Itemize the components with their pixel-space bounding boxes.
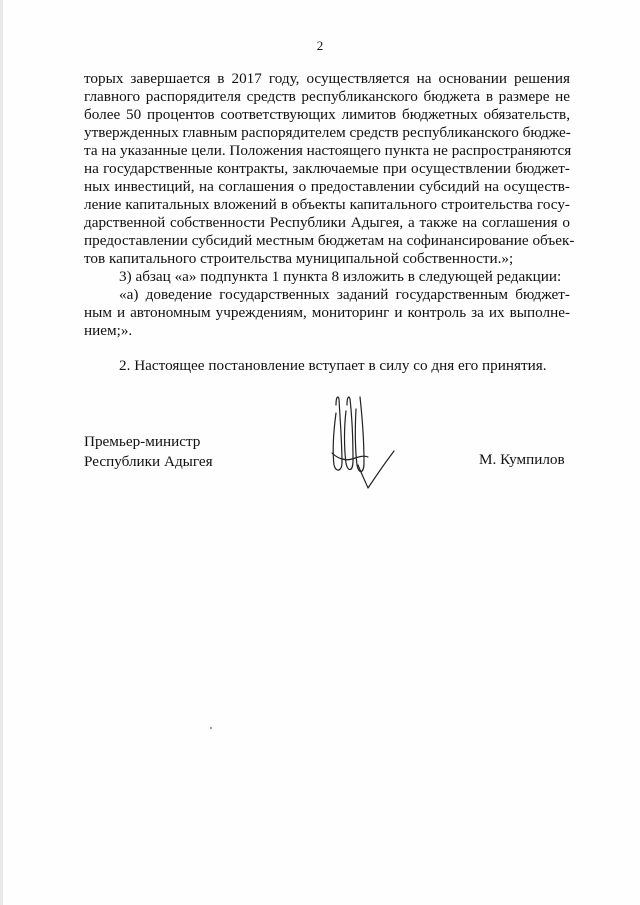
body-line: ным и автономным учреждениям, мониторинг и контроль за их выполне- [84, 304, 570, 321]
body-line: ных инвестиций, на соглашения о предоставлении субсидий на осуществ- [84, 178, 570, 195]
signer-position [84, 432, 213, 472]
body-line: нием;». [84, 322, 133, 339]
body-line: та на указанные цели. Положения настоящего пункта не распространяются [84, 142, 572, 159]
handwritten-signature [322, 393, 412, 493]
signer-position-line: Республики Адыгея [84, 453, 213, 470]
body-line: «а) доведение государственных заданий государственным бюджет- [119, 286, 570, 303]
body-line: дарственной собственности Республики Адыгея, а также на соглашения о [84, 214, 570, 231]
body-line: утвержденных главным распорядителем средств республиканского бюдже- [84, 124, 571, 141]
body-line: 2. Настоящее постановление вступает в силу со дня его принятия. [119, 357, 547, 374]
body-line: 3) абзац «а» подпункта 1 пункта 8 изложить в следующей редакции: [119, 268, 562, 285]
body-line: предоставлении субсидий местным бюджетам на софинансирование объек- [84, 232, 575, 249]
body-line: на государственные контракты, заключаемые при осуществлении бюджет- [84, 160, 570, 177]
signatory-name: М. Кумпилов [479, 451, 565, 468]
body-line: торых завершается в 2017 году, осуществляется на основании решения [84, 70, 570, 87]
body-line: главного распорядителя средств республиканского бюджета в размере не [84, 88, 570, 105]
body-line: ление капитальных вложений в объекты капитального строительства госу- [84, 196, 570, 213]
body-line: более 50 процентов соответствующих лимитов бюджетных обязательств, [84, 106, 570, 123]
scan-speck [210, 727, 212, 729]
signer-position-line: Премьер-министр [84, 433, 201, 450]
page-number: 2 [316, 38, 324, 53]
body-line: тов капитального строительства муниципальной собственности.»; [84, 250, 514, 267]
page-edge-shadow [0, 0, 3, 905]
